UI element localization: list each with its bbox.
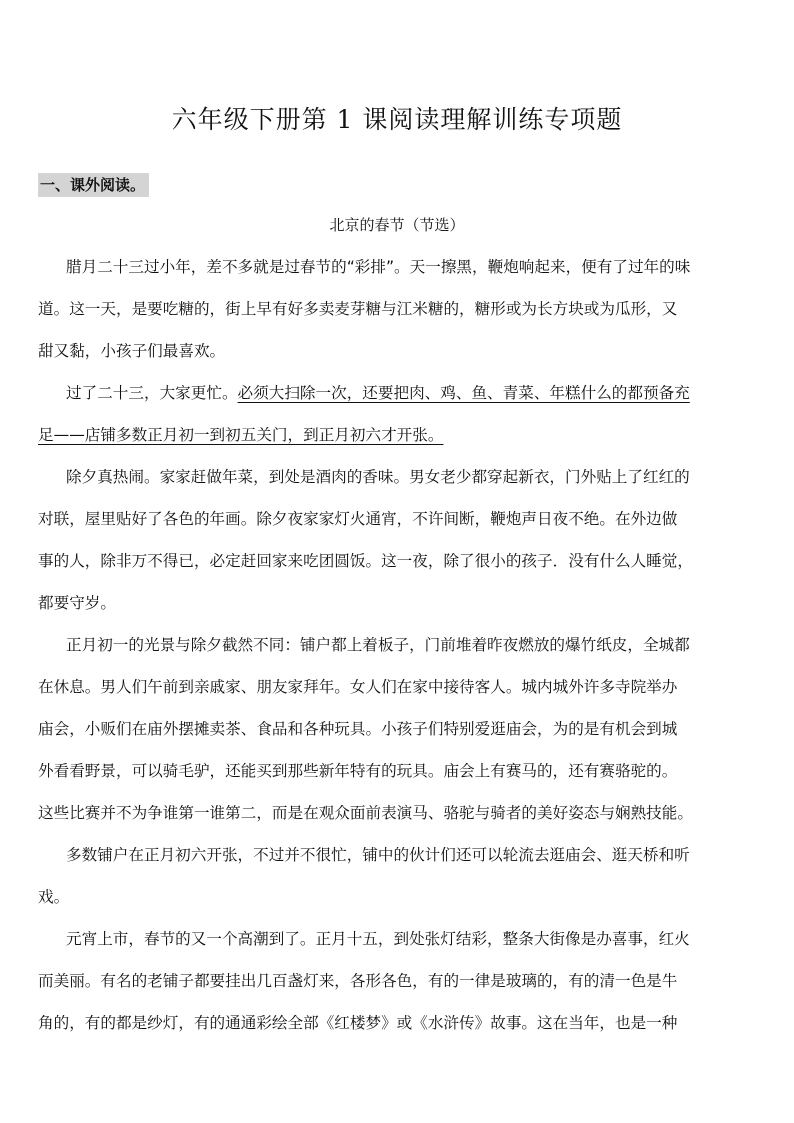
paragraph-line: 在休息。男人们午前到亲戚家、朋友家拜年。女人们在家中接待客人。城内城外许多寺院举办	[38, 678, 678, 696]
paragraph-line: 对联，屋里贴好了各色的年画。除夕夜家家灯火通宵，不许间断，鞭炮声日夜不绝。在外边做	[38, 510, 678, 528]
paragraph-line: 这些比赛并不为争谁第一谁第二，而是在观众面前表演马、骆驼与骑者的美好姿态与娴熟技能。	[38, 804, 693, 822]
paragraph-line: 道。这一天，是要吃糖的，街上早有好多卖麦芽糖与江米糖的，糖形或为长方块或为瓜形，又	[38, 300, 678, 318]
paragraph-line: 角的，有的都是纱灯，有的通通彩绘全部《红楼梦》或《水浒传》故事。这在当年，也是一种	[38, 1014, 678, 1032]
paragraph-line: 庙会，小贩们在庙外摆摊卖茶、食品和各种玩具。小孩子们特别爱逛庙会，为的是有机会到城	[38, 720, 678, 738]
paragraph-line: 戏。	[38, 888, 70, 906]
paragraph-line: 而美丽。有名的老铺子都要挂出几百盏灯来，各形各色，有的一律是玻璃的，有的清一色是牛	[38, 972, 678, 990]
paragraph-line: 外看看野景，可以骑毛驴，还能买到那些新年特有的玩具。庙会上有赛马的，还有赛骆驼的。	[38, 762, 678, 780]
paragraph-line	[66, 382, 690, 404]
paragraph-line: 事的人，除非万不得已，必定赶回家来吃团圆饭。这一夜，除了很小的孩子．没有什么人睡觉，	[38, 552, 693, 570]
page-title: 六年级下册第 1 课阅读理解训练专项题	[171, 105, 623, 134]
paragraph-line: 多数铺户在正月初六开张，不过并不很忙，铺中的伙计们还可以轮流去逛庙会、逛天桥和听	[66, 846, 690, 864]
paragraph-line: 元宵上市，春节的又一个高潮到了。正月十五，到处张灯结彩，整条大街像是办喜事，红火	[66, 930, 690, 948]
paragraph-text: 过了二十三，大家更忙。	[66, 384, 238, 402]
passage-title: 北京的春节（节选）	[329, 216, 465, 234]
underlined-sentence: 足——店铺多数正月初一到初五关门，到正月初六才开张。	[38, 426, 444, 444]
section-heading: 一、课外阅读。	[38, 173, 149, 197]
paragraph-line: 甜又黏，小孩子们最喜欢。	[38, 342, 226, 360]
paragraph-line: 正月初一的光景与除夕截然不同：铺户都上着板子，门前堆着昨夜燃放的爆竹纸皮，全城都	[66, 636, 690, 654]
underlined-sentence: 必须大扫除一次，还要把肉、鸡、鱼、青菜、年糕什么的都预备充	[237, 384, 690, 402]
paragraph-line: 腊月二十三过小年，差不多就是过春节的“彩排”。天一擦黑，鞭炮响起来，便有了过年的味	[66, 258, 691, 276]
paragraph-line: 除夕真热闹。家家赶做年菜，到处是酒肉的香味。男女老少都穿起新衣，门外贴上了红红的	[66, 468, 690, 486]
paragraph-line: 都要守岁。	[38, 594, 116, 612]
